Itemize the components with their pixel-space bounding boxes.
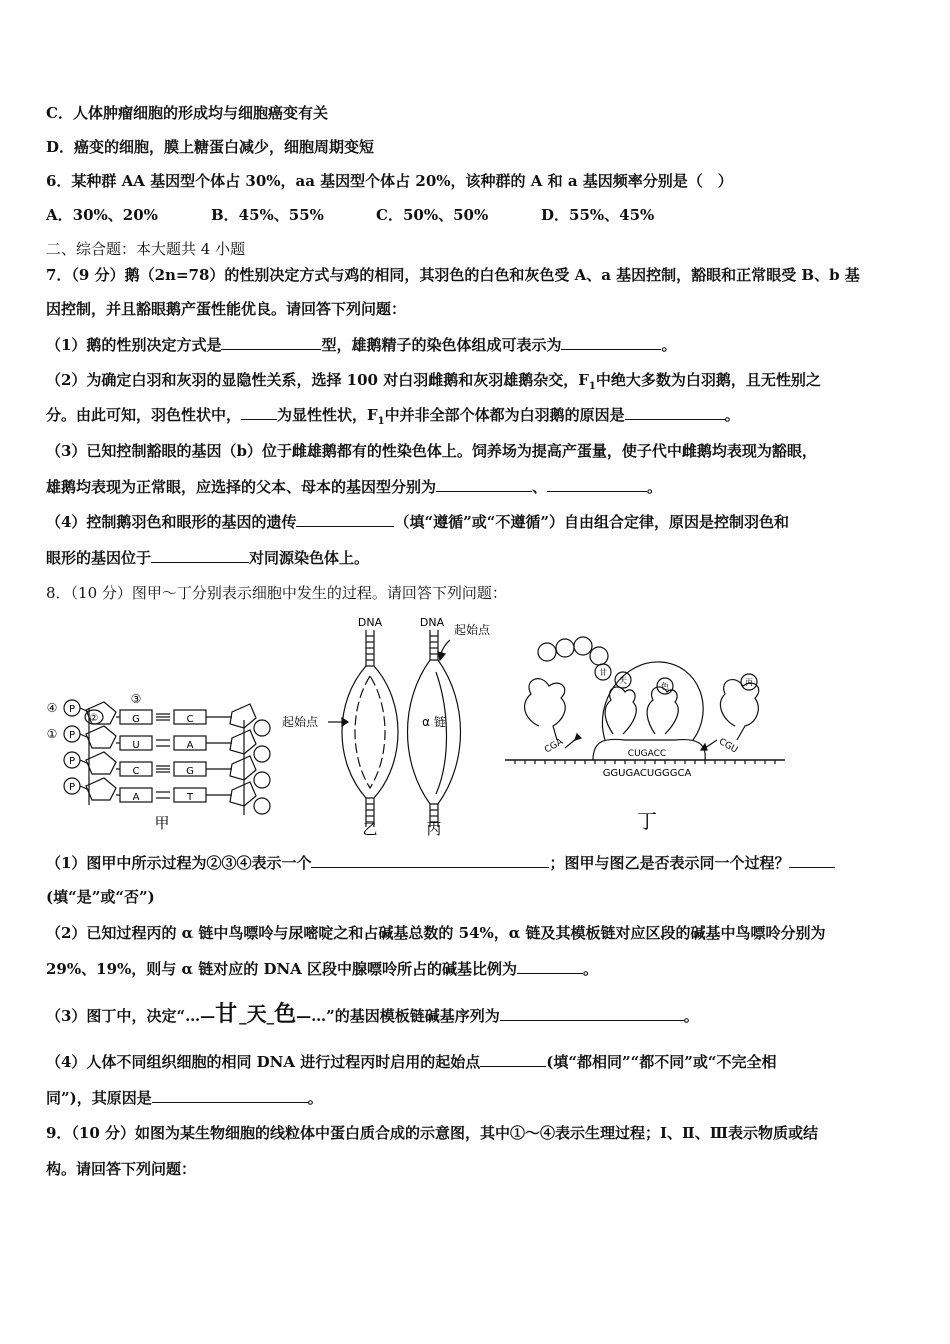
q7-p4-text-a: （4）控制鹅羽色和眼形的基因的遗传 <box>46 513 297 531</box>
q8-p3-text-a: （3）图丁中，决定“…— <box>46 1007 216 1025</box>
ding-anticodon-right: CGU <box>716 736 740 756</box>
q8-p3-aa2: 天 <box>246 1002 267 1026</box>
jia-circle2: ② <box>89 713 99 724</box>
ding-anticodon-left: CGA <box>543 737 565 756</box>
q7-p3-text-d: 。 <box>647 478 663 496</box>
q6-stem: 6．某种群 AA 基因型个体占 30%，aa 基因型个体占 20%，该种群的 A 和 a 基因频率分别是（ ） <box>46 172 733 190</box>
q8-p4-text-b: (填“都相同”“都不同”或“不完全相 <box>546 1053 777 1071</box>
q8-p4-text-c: 同”)，其原因是 <box>46 1089 152 1107</box>
q7-p2-text-a: （2）为确定白羽和灰羽的显隐性关系，选择 100 对白羽雌鹅和灰羽雄鹅杂交，F <box>46 371 589 389</box>
q7-part3-line1: （3）已知控制豁眼的基因（b）位于雌雄鹅都有的性染色体上。饲养场为提高产蛋量，使子代中雌鹅均表现为豁眼， <box>46 442 817 460</box>
q9-stem-line1: 9．（10 分）如图为某生物细胞的线粒体中蛋白质合成的示意图，其中①～④表示生理过程；Ⅰ、Ⅱ、Ⅲ表示物质或结 <box>46 1124 818 1142</box>
ding-aa-bing: 丙 <box>745 678 753 687</box>
q7-stem-line2: 因控制，并且豁眼鹅产蛋性能优良。请回答下列问题： <box>46 300 407 318</box>
q7-p4-blank2[interactable] <box>151 548 249 563</box>
jia-p1-label: P <box>68 704 76 715</box>
figure-yi-bing <box>270 612 500 837</box>
q8-p4-text-d: 。 <box>307 1089 323 1107</box>
q7-p2-text-b: 中绝大多数为白羽鹅，且无性别之 <box>595 371 821 389</box>
q8-part2-line2 <box>46 959 598 979</box>
jia-circle4: ④ <box>46 701 58 715</box>
figure-ding <box>505 630 785 835</box>
q7-p2-text-f: 。 <box>724 406 740 424</box>
jia-base-r2: A <box>186 740 194 751</box>
jia-p4-label: P <box>68 782 76 793</box>
jia-sugar-right-4 <box>230 782 256 806</box>
jia-p3-label: P <box>68 756 76 767</box>
jia-base-l3: C <box>132 766 140 777</box>
bing-alpha-chain <box>436 672 447 794</box>
figure-ding-label: 丁 <box>637 809 657 833</box>
q7-p2-text-c: 分。由此可知，羽色性状中， <box>46 406 242 424</box>
jia-base-r4: T <box>186 792 194 803</box>
figure-jia-label: 甲 <box>154 814 170 830</box>
q7-p3-blank1[interactable] <box>436 477 532 492</box>
q7-p1-text-c: 。 <box>661 336 677 354</box>
jia-p2-label: P <box>68 730 76 741</box>
q8-part3: （3）图丁中，决定“…—甘_天_色—…”的基因模板链碱基序列为 。 <box>46 1001 699 1027</box>
jia-base-r3: G <box>186 766 194 777</box>
jia-base-l4: A <box>132 792 140 803</box>
jia-base-r1: C <box>186 714 194 725</box>
q8-p3-aa1: 甘 <box>215 1001 240 1027</box>
q8-p1-blank1[interactable] <box>311 853 549 868</box>
q7-p2-text-d: 为显性性状，F <box>277 406 378 424</box>
q7-p2-sub2: 1 <box>377 416 385 427</box>
q7-p4-text-b: （填“遵循”或“不遵循”）自由组合定律，原因是控制羽色和 <box>394 513 789 531</box>
yi-dna-label: DNA <box>357 616 383 629</box>
q7-p2-text-e: 中并非全部个体都为白羽鹅的原因是 <box>384 406 625 424</box>
figure-bing-label: 丙 <box>426 820 442 837</box>
q8-stem: 8．（10 分）图甲～丁分别表示细胞中发生的过程。请回答下列问题： <box>46 584 507 602</box>
q8-p4-text-a: （4）人体不同组织细胞的相同 DNA 进行过程丙时启用的起始点 <box>46 1053 481 1071</box>
yi-start-point: 起始点 <box>281 715 319 729</box>
q8-p2-blank[interactable] <box>517 959 583 974</box>
q5-option-d: D．癌变的细胞，膜上糖蛋白减少，细胞周期变短 <box>46 138 375 156</box>
jia-phosphate-right-2 <box>254 746 270 762</box>
yi-bubble-inner <box>355 676 385 788</box>
q7-p1-blank1[interactable] <box>221 335 321 350</box>
q7-p3-text-c: 、 <box>532 478 548 496</box>
trna-mid-1 <box>605 687 636 734</box>
ding-aa-gan: 甘 <box>599 668 607 677</box>
q6-options <box>46 205 654 225</box>
bing-dna-label: DNA <box>419 616 445 629</box>
q7-p1-text-a: （1）鹅的性别决定方式是 <box>46 336 222 354</box>
section-heading: 二、综合题：本大题共 4 小题 <box>46 240 246 258</box>
q8-part1-line1 <box>46 853 835 873</box>
q7-part1 <box>46 335 676 355</box>
q7-p2-blank2[interactable] <box>625 405 725 420</box>
jia-sugar-left-3 <box>86 752 116 774</box>
q8-p2-text-b: 29%、19%，则与 α 链对应的 DNA 区段中腺嘌呤所占的碱基比例为 <box>46 960 518 978</box>
q8-p1-text-a: （1）图甲中所示过程为②③④表示一个 <box>46 854 312 872</box>
q8-p2-text-c: 。 <box>583 960 599 978</box>
yi-bubble-outer <box>342 666 398 798</box>
jia-base-l1: G <box>132 714 140 725</box>
jia-base-l2: U <box>132 740 140 751</box>
figure-yi-label: 乙 <box>362 820 378 837</box>
q8-p4-blank2[interactable] <box>152 1088 308 1103</box>
q7-p2-blank1[interactable] <box>241 405 277 420</box>
q8-part4-line2 <box>46 1088 323 1108</box>
q9-stem-line2: 构。请回答下列问题： <box>46 1160 197 1178</box>
q6-option-c: C．50%、50% <box>376 206 489 224</box>
q7-stem-line1 <box>46 265 860 285</box>
q8-part2-line1: （2）已知过程丙的 α 链中鸟嘌呤与尿嘧啶之和占碱基总数的 54%，α 链及其模板链对应区段的碱基中鸟嘌呤分别为 <box>46 924 826 942</box>
figure-jia <box>44 690 274 830</box>
jia-sugar-right-3 <box>230 756 256 780</box>
q8-p3-blank[interactable] <box>500 1006 684 1021</box>
q7-p3-text-b: 雄鹅均表现为正常眼，应选择的父本、母本的基因型分别为 <box>46 478 437 496</box>
ding-mrna-sequence: GGUGACUGGGCA <box>602 768 692 779</box>
ding-aa-tian: 天 <box>619 676 627 685</box>
q7-p4-blank1[interactable] <box>296 512 394 527</box>
q7-p2-sub: 1 <box>588 381 596 392</box>
q8-p3-text-c: 。 <box>683 1007 699 1025</box>
q7-p4-text-c: 眼形的基因位于 <box>46 549 152 567</box>
ding-anticodon-mid: CUGACC <box>627 749 667 759</box>
bing-alpha-label: α 链 <box>422 715 446 729</box>
jia-sugar-left-2 <box>86 726 116 748</box>
q7-part2-line2 <box>46 405 740 425</box>
trna-left <box>525 679 566 740</box>
q6-option-a: A．30%、20% <box>46 206 158 224</box>
q7-p1-blank2[interactable] <box>561 335 661 350</box>
bing-start-point: 起始点 <box>453 623 491 637</box>
q7-part4-line1 <box>46 512 789 532</box>
jia-sugar-right-2 <box>230 730 256 754</box>
jia-sugar-left-4 <box>86 778 116 800</box>
q8-p1-blank2[interactable] <box>789 853 835 868</box>
bing-bubble-outer <box>408 660 461 804</box>
q7-part2-line1 <box>46 370 821 390</box>
q7-stem-text1: 7．（9 分）鹅（2n=78）的性别决定方式与鸡的相同，其羽色的白色和灰色受 A、a 基因控制，豁眼和正常眼受 B、b 基 <box>46 266 860 284</box>
q7-p1-text-b: 型，雄鹅精子的染色体组成可表示为 <box>321 336 562 354</box>
q6-option-d: D．55%、45% <box>541 206 655 224</box>
q8-part4-line1 <box>46 1052 777 1072</box>
q7-p3-blank2[interactable] <box>547 477 647 492</box>
jia-circle1: ① <box>46 727 58 741</box>
q5-option-c: C．人体肿瘤细胞的形成均与细胞癌变有关 <box>46 104 328 122</box>
jia-phosphate-right-4 <box>254 798 270 814</box>
q8-p1-text-b: ；图甲与图乙是否表示同一个过程？ <box>549 854 790 872</box>
q8-p3-aa3: 色 <box>274 1001 297 1027</box>
jia-phosphate-right-1 <box>254 720 270 736</box>
q7-part3-line2 <box>46 477 662 497</box>
q7-p4-text-d: 对同源染色体上。 <box>249 549 370 567</box>
q7-part4-line2 <box>46 548 369 568</box>
q6-option-b: B．45%、55% <box>211 206 324 224</box>
jia-sugar-right-1 <box>230 704 256 728</box>
q8-p3-text-b: —…”的基因模板链碱基序列为 <box>296 1007 500 1025</box>
ding-aa-se: 色 <box>661 682 669 691</box>
jia-circle3: ③ <box>130 692 142 706</box>
jia-phosphate-right-3 <box>254 772 270 788</box>
q8-part1-line2: (填“是”或“否”) <box>46 888 155 906</box>
q8-p4-blank1[interactable] <box>480 1052 546 1067</box>
